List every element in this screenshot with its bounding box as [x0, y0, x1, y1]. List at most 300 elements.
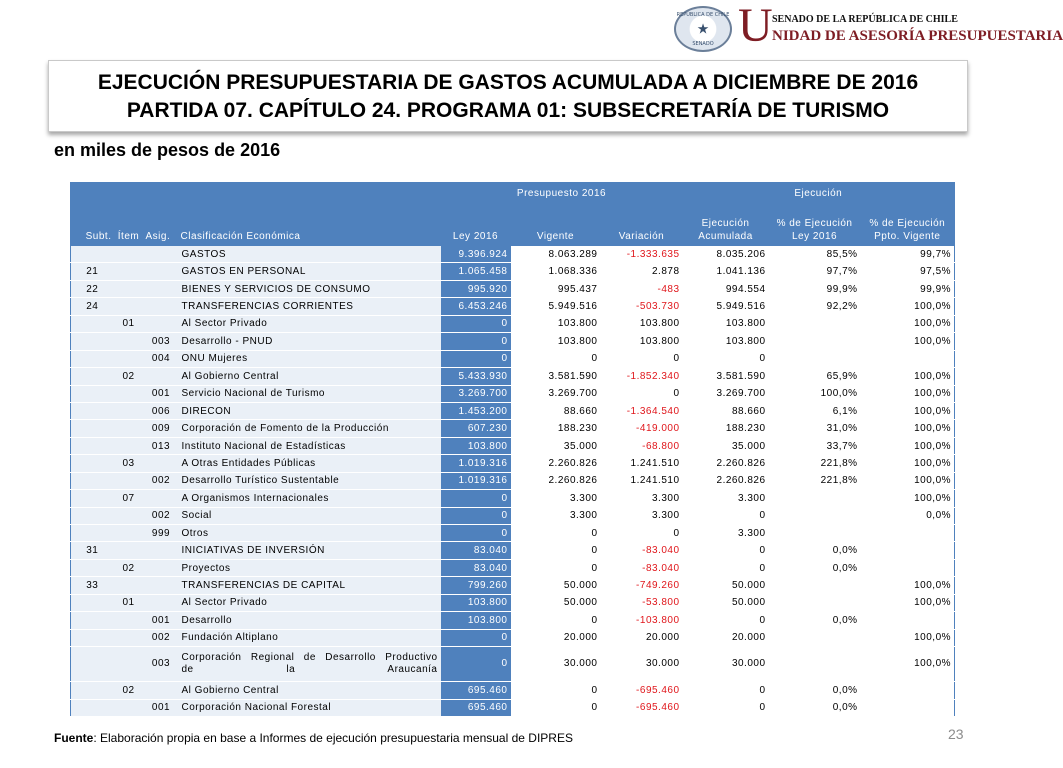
- table-row: [71, 577, 955, 594]
- cell-vigente: 50.000: [511, 577, 601, 594]
- cell-item: [114, 525, 144, 542]
- cell-asig: [144, 559, 179, 576]
- header-clasificacion: Clasificación Económica: [179, 203, 441, 246]
- header-ley: Ley 2016: [441, 203, 511, 246]
- cell-pct-ley: 0,0%: [769, 542, 861, 559]
- cell-subt: [71, 333, 114, 350]
- footer-label: Fuente: [54, 731, 94, 745]
- cell-pct-ley: [769, 629, 861, 646]
- cell-pct-vigente: 100,0%: [861, 490, 955, 507]
- cell-ejecucion: 103.800: [683, 315, 769, 332]
- seal-star-icon: ★: [696, 20, 710, 37]
- cell-ejecucion: 0: [683, 612, 769, 629]
- cell-vigente: 188.230: [511, 420, 601, 437]
- cell-pct-ley: [769, 350, 861, 367]
- cell-variacion: 0: [601, 385, 683, 402]
- cell-variacion: 1.241.510: [601, 455, 683, 472]
- table-row: [71, 298, 955, 315]
- cell-clasificacion: A Organismos Internacionales: [179, 490, 441, 507]
- cell-ley: 0: [441, 525, 511, 542]
- cell-item: [114, 298, 144, 315]
- cell-subt: [71, 507, 114, 524]
- cell-item: [114, 437, 144, 454]
- cell-ley: 799.260: [441, 577, 511, 594]
- cell-ejecucion: 50.000: [683, 577, 769, 594]
- cell-item: [114, 542, 144, 559]
- cell-item: [114, 577, 144, 594]
- cell-clasificacion: INICIATIVAS DE INVERSIÓN: [179, 542, 441, 559]
- cell-item: 01: [114, 594, 144, 611]
- cell-variacion: 3.300: [601, 490, 683, 507]
- cell-subt: [71, 402, 114, 419]
- cell-pct-ley: 99,9%: [769, 280, 861, 297]
- cell-ley: 3.269.700: [441, 385, 511, 402]
- table-row: [71, 246, 955, 263]
- cell-item: [114, 402, 144, 419]
- cell-pct-vigente: 99,9%: [861, 280, 955, 297]
- cell-ley: 0: [441, 490, 511, 507]
- cell-ejecucion: 3.581.590: [683, 368, 769, 385]
- cell-item: 03: [114, 455, 144, 472]
- cell-ejecucion: 5.949.516: [683, 298, 769, 315]
- cell-asig: [144, 246, 179, 263]
- cell-clasificacion: Corporación Nacional Forestal: [179, 699, 441, 716]
- cell-asig: [144, 577, 179, 594]
- cell-asig: [144, 490, 179, 507]
- cell-item: [114, 472, 144, 489]
- cell-pct-vigente: 100,0%: [861, 455, 955, 472]
- cell-ley: 103.800: [441, 612, 511, 629]
- cell-ley: 6.453.246: [441, 298, 511, 315]
- cell-ley: 83.040: [441, 559, 511, 576]
- cell-ley: 9.396.924: [441, 246, 511, 263]
- cell-pct-ley: 33,7%: [769, 437, 861, 454]
- table-row: [71, 402, 955, 419]
- cell-pct-ley: 97,7%: [769, 263, 861, 280]
- cell-item: [114, 629, 144, 646]
- cell-vigente: 3.300: [511, 490, 601, 507]
- cell-subt: [71, 350, 114, 367]
- cell-item: 02: [114, 682, 144, 699]
- cell-ley: 1.019.316: [441, 472, 511, 489]
- cell-vigente: 0: [511, 350, 601, 367]
- table-row: [71, 507, 955, 524]
- cell-ejecucion: 0: [683, 350, 769, 367]
- table-row: [71, 612, 955, 629]
- cell-vigente: 20.000: [511, 629, 601, 646]
- cell-clasificacion: DIRECON: [179, 402, 441, 419]
- cell-clasificacion: Desarrollo: [179, 612, 441, 629]
- cell-item: [114, 420, 144, 437]
- cell-pct-ley: 92,2%: [769, 298, 861, 315]
- cell-item: 01: [114, 315, 144, 332]
- table-row: [71, 368, 955, 385]
- cell-vigente: 2.260.826: [511, 455, 601, 472]
- cell-item: 02: [114, 368, 144, 385]
- cell-asig: [144, 298, 179, 315]
- cell-item: [114, 263, 144, 280]
- cell-variacion: -1.852.340: [601, 368, 683, 385]
- cell-ley: 83.040: [441, 542, 511, 559]
- cell-variacion: 20.000: [601, 629, 683, 646]
- cell-subt: 31: [71, 542, 114, 559]
- cell-subt: [71, 490, 114, 507]
- table-row: [71, 472, 955, 489]
- cell-pct-ley: 6,1%: [769, 402, 861, 419]
- cell-ejecucion: 103.800: [683, 333, 769, 350]
- cell-variacion: -419.000: [601, 420, 683, 437]
- cell-ley: 607.230: [441, 420, 511, 437]
- cell-asig: [144, 455, 179, 472]
- title-line1: EJECUCIÓN PRESUPUESTARIA DE GASTOS ACUMULADA A DICIEMBRE DE 2016: [97, 71, 919, 94]
- table-row: [71, 542, 955, 559]
- header-vigente: Vigente: [511, 203, 601, 246]
- cell-pct-vigente: [861, 612, 955, 629]
- cell-pct-vigente: 100,0%: [861, 420, 955, 437]
- senado-seal-icon: [674, 6, 732, 52]
- cell-pct-vigente: 100,0%: [861, 594, 955, 611]
- cell-variacion: -483: [601, 280, 683, 297]
- footer-source: [54, 731, 573, 745]
- cell-pct-ley: 31,0%: [769, 420, 861, 437]
- cell-pct-ley: [769, 594, 861, 611]
- cell-ley: 103.800: [441, 437, 511, 454]
- cell-variacion: 103.800: [601, 315, 683, 332]
- cell-clasificacion: Al Sector Privado: [179, 315, 441, 332]
- cell-variacion: -83.040: [601, 542, 683, 559]
- cell-ejecucion: 50.000: [683, 594, 769, 611]
- cell-ejecucion: 994.554: [683, 280, 769, 297]
- cell-subt: [71, 437, 114, 454]
- cell-ejecucion: 35.000: [683, 437, 769, 454]
- cell-subt: [71, 315, 114, 332]
- cell-clasificacion: Corporación de Fomento de la Producción: [179, 420, 441, 437]
- cell-ejecucion: 0: [683, 559, 769, 576]
- cell-variacion: -103.800: [601, 612, 683, 629]
- cell-clasificacion: Servicio Nacional de Turismo: [179, 385, 441, 402]
- cell-vigente: 8.063.289: [511, 246, 601, 263]
- cell-variacion: 0: [601, 525, 683, 542]
- cell-pct-ley: [769, 647, 861, 682]
- cell-subt: 24: [71, 298, 114, 315]
- cell-pct-ley: 221,8%: [769, 455, 861, 472]
- header-ejecucion-group: Ejecución: [683, 183, 955, 204]
- cell-clasificacion: Fundación Altiplano: [179, 629, 441, 646]
- table-row: [71, 333, 955, 350]
- cell-item: [114, 647, 144, 682]
- cell-ley: 0: [441, 507, 511, 524]
- cell-vigente: 30.000: [511, 647, 601, 682]
- footer-text: : Elaboración propia en base a Informes de ejecución presupuestaria mensual de DIPRES: [93, 731, 573, 745]
- cell-pct-vigente: 100,0%: [861, 629, 955, 646]
- cell-ejecucion: 2.260.826: [683, 472, 769, 489]
- cell-item: [114, 385, 144, 402]
- cell-clasificacion: Desarrollo - PNUD: [179, 333, 441, 350]
- cell-variacion: -1.333.635: [601, 246, 683, 263]
- senado-logo: [670, 0, 1063, 54]
- cell-pct-vigente: 100,0%: [861, 647, 955, 682]
- table-row: [71, 682, 955, 699]
- cell-clasificacion: Al Gobierno Central: [179, 368, 441, 385]
- cell-vigente: 88.660: [511, 402, 601, 419]
- budget-table: [70, 182, 955, 717]
- cell-asig: 999: [144, 525, 179, 542]
- cell-asig: [144, 594, 179, 611]
- cell-asig: 013: [144, 437, 179, 454]
- cell-ejecucion: 30.000: [683, 647, 769, 682]
- cell-item: 07: [114, 490, 144, 507]
- cell-ley: 103.800: [441, 594, 511, 611]
- cell-variacion: -695.460: [601, 699, 683, 716]
- cell-pct-ley: [769, 577, 861, 594]
- cell-variacion: -1.364.540: [601, 402, 683, 419]
- cell-pct-vigente: [861, 525, 955, 542]
- cell-pct-ley: 85,5%: [769, 246, 861, 263]
- header-presupuesto: Presupuesto 2016: [441, 183, 683, 204]
- cell-ejecucion: 0: [683, 682, 769, 699]
- cell-variacion: 1.241.510: [601, 472, 683, 489]
- cell-vigente: 35.000: [511, 437, 601, 454]
- cell-ejecucion: 8.035.206: [683, 246, 769, 263]
- cell-asig: [144, 315, 179, 332]
- cell-subt: 33: [71, 577, 114, 594]
- cell-pct-ley: [769, 315, 861, 332]
- cell-vigente: 0: [511, 559, 601, 576]
- cell-vigente: 103.800: [511, 333, 601, 350]
- cell-vigente: 3.269.700: [511, 385, 601, 402]
- cell-vigente: 5.949.516: [511, 298, 601, 315]
- cell-pct-ley: 221,8%: [769, 472, 861, 489]
- cell-clasificacion: Al Gobierno Central: [179, 682, 441, 699]
- cell-asig: [144, 682, 179, 699]
- cell-ley: 1.019.316: [441, 455, 511, 472]
- header-pct-vigente: % de Ejecución Ppto. Vigente: [861, 203, 955, 246]
- cell-pct-ley: [769, 507, 861, 524]
- cell-subt: [71, 699, 114, 716]
- cell-pct-vigente: 100,0%: [861, 315, 955, 332]
- cell-subt: [71, 420, 114, 437]
- page-subtitle: en miles de pesos de 2016: [54, 140, 281, 160]
- cell-clasificacion: A Otras Entidades Públicas: [179, 455, 441, 472]
- cell-asig: 009: [144, 420, 179, 437]
- cell-ley: 5.433.930: [441, 368, 511, 385]
- cell-pct-vigente: 100,0%: [861, 333, 955, 350]
- table-row: [71, 490, 955, 507]
- cell-pct-vigente: [861, 699, 955, 716]
- cell-subt: [71, 368, 114, 385]
- cell-ley: 1.453.200: [441, 402, 511, 419]
- header-ejecucion-acumulada: Ejecución Acumulada: [683, 203, 769, 246]
- cell-pct-vigente: 100,0%: [861, 577, 955, 594]
- cell-pct-ley: [769, 490, 861, 507]
- header-subt: Subt.: [71, 203, 114, 246]
- cell-ley: 0: [441, 350, 511, 367]
- cell-item: [114, 507, 144, 524]
- cell-item: [114, 350, 144, 367]
- cell-subt: 21: [71, 263, 114, 280]
- cell-subt: [71, 594, 114, 611]
- cell-subt: [71, 472, 114, 489]
- cell-pct-ley: 100,0%: [769, 385, 861, 402]
- cell-pct-ley: 0,0%: [769, 612, 861, 629]
- cell-pct-vigente: 100,0%: [861, 298, 955, 315]
- cell-ley: 0: [441, 647, 511, 682]
- cell-ejecucion: 3.300: [683, 525, 769, 542]
- cell-variacion: -503.730: [601, 298, 683, 315]
- cell-pct-ley: [769, 525, 861, 542]
- cell-clasificacion: Social: [179, 507, 441, 524]
- cell-clasificacion: Desarrollo Turístico Sustentable: [179, 472, 441, 489]
- cell-pct-vigente: [861, 542, 955, 559]
- cell-asig: 001: [144, 699, 179, 716]
- cell-pct-vigente: [861, 350, 955, 367]
- cell-vigente: 1.068.336: [511, 263, 601, 280]
- cell-pct-ley: 65,9%: [769, 368, 861, 385]
- header-row: [71, 203, 955, 246]
- cell-item: [114, 333, 144, 350]
- cell-asig: 001: [144, 612, 179, 629]
- cell-clasificacion: ONU Mujeres: [179, 350, 441, 367]
- cell-pct-vigente: 0,0%: [861, 507, 955, 524]
- cell-asig: [144, 263, 179, 280]
- cell-asig: 001: [144, 385, 179, 402]
- cell-ejecucion: 88.660: [683, 402, 769, 419]
- cell-clasificacion: GASTOS: [179, 246, 441, 263]
- table-row: [71, 559, 955, 576]
- cell-ley: 695.460: [441, 682, 511, 699]
- cell-ejecucion: 3.300: [683, 490, 769, 507]
- table-row: [71, 263, 955, 280]
- cell-clasificacion: TRANSFERENCIAS DE CAPITAL: [179, 577, 441, 594]
- cell-variacion: -83.040: [601, 559, 683, 576]
- cell-ley: 695.460: [441, 699, 511, 716]
- budget-table-container: [70, 182, 954, 717]
- table-row: [71, 315, 955, 332]
- cell-vigente: 103.800: [511, 315, 601, 332]
- cell-asig: 002: [144, 507, 179, 524]
- cell-asig: 006: [144, 402, 179, 419]
- cell-ejecucion: 0: [683, 507, 769, 524]
- cell-ley: 1.065.458: [441, 263, 511, 280]
- logo-line1: SENADO DE LA REPÚBLICA DE CHILE: [772, 14, 958, 25]
- cell-subt: [71, 385, 114, 402]
- cell-vigente: 0: [511, 542, 601, 559]
- cell-pct-ley: 0,0%: [769, 699, 861, 716]
- cell-variacion: 2.878: [601, 263, 683, 280]
- cell-vigente: 0: [511, 612, 601, 629]
- cell-clasificacion: Proyectos: [179, 559, 441, 576]
- cell-vigente: 0: [511, 682, 601, 699]
- logo-initial: U: [738, 0, 773, 52]
- cell-pct-vigente: 100,0%: [861, 385, 955, 402]
- table-row: [71, 455, 955, 472]
- cell-variacion: 30.000: [601, 647, 683, 682]
- cell-ley: 0: [441, 333, 511, 350]
- cell-ejecucion: 2.260.826: [683, 455, 769, 472]
- header-group-row: [71, 183, 955, 204]
- cell-vigente: 3.300: [511, 507, 601, 524]
- cell-ley: 0: [441, 629, 511, 646]
- cell-item: [114, 699, 144, 716]
- table-row: [71, 647, 955, 682]
- cell-pct-ley: 0,0%: [769, 559, 861, 576]
- cell-ejecucion: 20.000: [683, 629, 769, 646]
- cell-subt: 22: [71, 280, 114, 297]
- cell-asig: 003: [144, 333, 179, 350]
- seal-bottom-text: SENADO: [692, 41, 714, 47]
- cell-subt: [71, 612, 114, 629]
- cell-pct-vigente: 99,7%: [861, 246, 955, 263]
- header-pct-ley: % de Ejecución Ley 2016: [769, 203, 861, 246]
- cell-item: [114, 280, 144, 297]
- title-line2: PARTIDA 07. CAPÍTULO 24. PROGRAMA 01: SUBSECRETARÍA DE TURISMO: [126, 99, 890, 122]
- cell-variacion: -68.800: [601, 437, 683, 454]
- cell-asig: [144, 368, 179, 385]
- cell-pct-vigente: [861, 559, 955, 576]
- cell-subt: [71, 246, 114, 263]
- cell-clasificacion: Instituto Nacional de Estadísticas: [179, 437, 441, 454]
- header-variacion: Variación: [601, 203, 683, 246]
- cell-ley: 995.920: [441, 280, 511, 297]
- header-item: Ítem: [114, 203, 144, 246]
- cell-vigente: 2.260.826: [511, 472, 601, 489]
- cell-subt: [71, 629, 114, 646]
- cell-item: 02: [114, 559, 144, 576]
- cell-ejecucion: 0: [683, 542, 769, 559]
- cell-clasificacion: BIENES Y SERVICIOS DE CONSUMO: [179, 280, 441, 297]
- cell-clasificacion: Al Sector Privado: [179, 594, 441, 611]
- cell-subt: [71, 455, 114, 472]
- table-row: [71, 525, 955, 542]
- table-row: [71, 437, 955, 454]
- cell-variacion: 3.300: [601, 507, 683, 524]
- cell-asig: [144, 542, 179, 559]
- cell-variacion: 0: [601, 350, 683, 367]
- cell-pct-ley: 0,0%: [769, 682, 861, 699]
- logo-line2: NIDAD DE ASESORÍA PRESUPUESTARIA: [772, 28, 1063, 44]
- cell-ejecucion: 1.041.136: [683, 263, 769, 280]
- table-row: [71, 280, 955, 297]
- cell-pct-vigente: 100,0%: [861, 437, 955, 454]
- table-body: [71, 246, 955, 716]
- cell-variacion: 103.800: [601, 333, 683, 350]
- table-row: [71, 385, 955, 402]
- cell-vigente: 3.581.590: [511, 368, 601, 385]
- cell-ejecucion: 0: [683, 699, 769, 716]
- cell-asig: [144, 280, 179, 297]
- cell-pct-vigente: 100,0%: [861, 368, 955, 385]
- page-number: 23: [948, 726, 964, 742]
- cell-clasificacion: Otros: [179, 525, 441, 542]
- cell-variacion: -53.800: [601, 594, 683, 611]
- cell-ejecucion: 3.269.700: [683, 385, 769, 402]
- cell-pct-vigente: [861, 682, 955, 699]
- cell-asig: 004: [144, 350, 179, 367]
- cell-clasificacion: [179, 647, 441, 682]
- seal-top-text: REPÚBLICA DE CHILE: [676, 12, 730, 18]
- cell-ley: 0: [441, 315, 511, 332]
- cell-ejecucion: 188.230: [683, 420, 769, 437]
- cell-variacion: -695.460: [601, 682, 683, 699]
- cell-clasificacion: GASTOS EN PERSONAL: [179, 263, 441, 280]
- cell-pct-vigente: 100,0%: [861, 402, 955, 419]
- table-row: [71, 629, 955, 646]
- cell-asig: 002: [144, 472, 179, 489]
- cell-vigente: 50.000: [511, 594, 601, 611]
- cell-pct-vigente: 100,0%: [861, 472, 955, 489]
- cell-subt: [71, 647, 114, 682]
- cell-item: [114, 246, 144, 263]
